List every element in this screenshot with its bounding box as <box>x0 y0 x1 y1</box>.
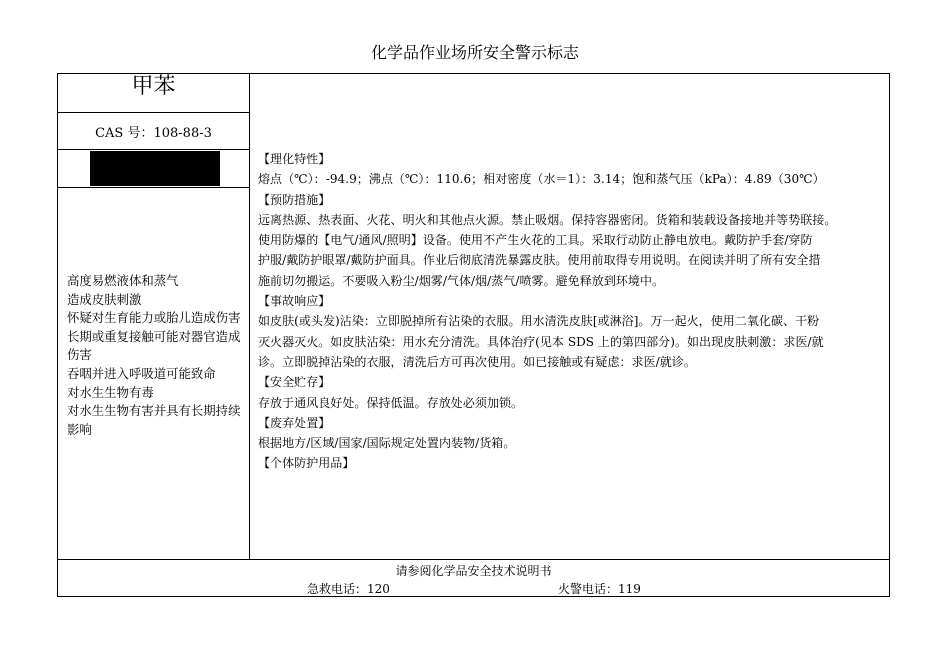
hazard-statement: 怀疑对生育能力或胎儿造成伤害 <box>67 310 241 326</box>
hazard-statement: 长期或重复接触可能对器官造成伤害 <box>67 328 241 363</box>
identity-column <box>58 74 250 559</box>
response-heading: 【事故响应】 <box>258 294 331 309</box>
chemical-name: 甲苯 <box>131 74 176 99</box>
hazard-statement: 高度易燃液体和蒸气 <box>67 273 179 288</box>
footer <box>58 559 889 596</box>
hazard-statements <box>58 188 249 559</box>
cas-number-cell <box>58 113 249 150</box>
redaction-block <box>90 151 220 186</box>
disposal-heading: 【废弃处置】 <box>258 415 331 430</box>
hazard-statement: 对水生生物有害并具有长期持续影响 <box>67 403 241 437</box>
properties-text: 熔点（℃）：-94.9；沸点（℃）：110.6；相对密度（水＝1）：3.14；饱和蒸气压（kPa）：4.89（30℃） <box>258 172 825 187</box>
disposal-text: 根据地方/区域/国家/国际规定处置内装物/货箱。 <box>258 436 516 451</box>
chemical-name-cell <box>58 74 249 113</box>
properties-heading: 【理化特性】 <box>258 152 331 166</box>
prevention-line: 护服/戴防护眼罩/戴防护面具。作业后彻底清洗暴露皮肤。使用前取得专用说明。在阅读并明了所有安全措 <box>258 253 821 268</box>
cas-number: CAS 号：108-88-3 <box>95 126 212 141</box>
prevention-line: 远离热源、热表面、火花、明火和其他点火源。禁止吸烟。保持容器密闭。货箱和装载设备接地并等势联接。 <box>258 212 837 227</box>
response-line: 如皮肤(或头发)沾染：立即脱掉所有沾染的衣服。用水清洗皮肤[或淋浴]。万一起火，使用二氧化碳、干粉 <box>258 314 820 329</box>
storage-heading: 【安全贮存】 <box>258 375 331 390</box>
page-title: 化学品作业场所安全警示标志 <box>370 43 579 62</box>
precaution-column <box>251 149 898 474</box>
prevention-heading: 【预防措施】 <box>258 192 331 207</box>
ppe-heading: 【个体防护用品】 <box>258 456 355 471</box>
hazard-statement: 对水生生物有毒 <box>67 384 154 400</box>
storage-text: 存放于通风良好处。保持低温。存放处必须加锁。 <box>258 395 524 410</box>
hazard-statement: 造成皮肤刺激 <box>67 291 142 307</box>
warning-sign-table <box>57 73 890 597</box>
fire-phone: 火警电话：119 <box>558 582 641 596</box>
redacted-cell <box>58 150 249 188</box>
prevention-line: 施前切勿搬运。不要吸入粉尘/烟雾/气体/烟/蒸气/喷雾。避免释放到环境中。 <box>258 273 665 288</box>
response-line: 诊。立即脱掉沾染的衣服，清洗后方可再次使用。如已接触或有疑虑：求医/就诊。 <box>258 354 696 369</box>
response-line: 灭火器灭火。如皮肤沾染：用水充分清洗。具体治疗(见本 SDS 上的第四部分)。如出现皮肤刺激：求医/就 <box>258 334 824 349</box>
prevention-line: 使用防爆的【电气/通风/照明】设备。使用不产生火花的工具。采取行动防止静电放电。戴防护手套/穿防 <box>258 233 813 248</box>
emergency-phone: 急救电话：120 <box>307 582 390 596</box>
sds-reference-note: 请参阅化学品安全技术说明书 <box>395 564 552 578</box>
hazard-statement: 吞咽并进入呼吸道可能致命 <box>67 365 216 381</box>
